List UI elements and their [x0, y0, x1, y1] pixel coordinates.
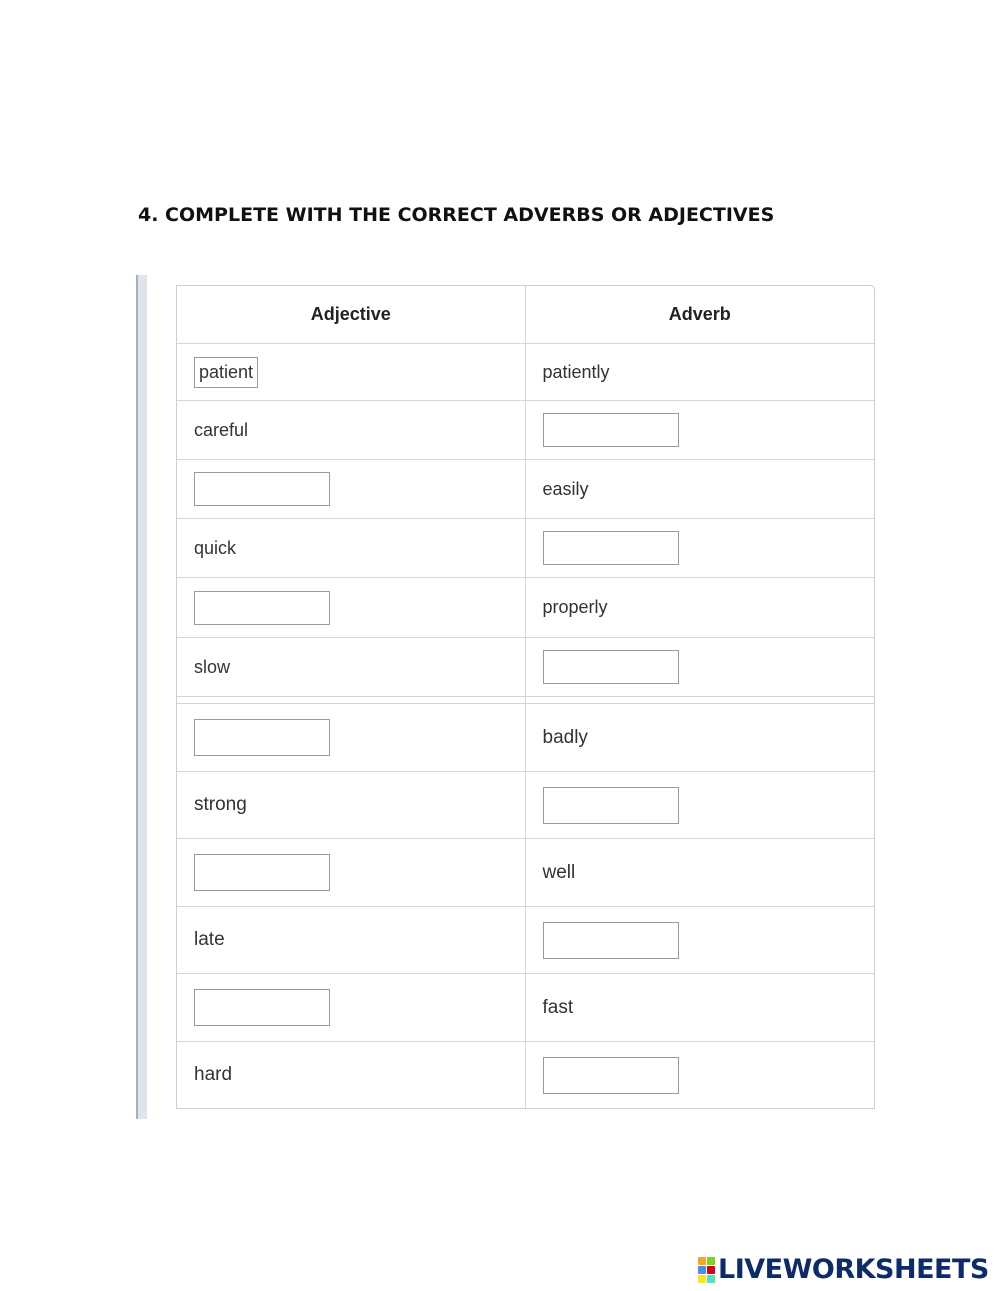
- adjective-answer-input[interactable]: [194, 989, 330, 1026]
- logo-block: [698, 1257, 706, 1265]
- table-header-row: [177, 286, 874, 343]
- table-row: [177, 518, 874, 577]
- adjective-word: quick: [194, 537, 237, 558]
- adverb-cell: [526, 578, 875, 637]
- adjective-cell: [177, 401, 526, 459]
- logo-block: [707, 1266, 715, 1274]
- worksheet-title: 4. COMPLETE WITH THE CORRECT ADVERBS OR ADJECTIVES: [138, 204, 775, 226]
- adjective-cell: [177, 974, 526, 1041]
- logo-block: [698, 1266, 706, 1274]
- adverb-word: easily: [542, 478, 589, 499]
- quote-bar: [136, 275, 147, 1119]
- adverb-cell: [526, 401, 875, 459]
- logo-block: [707, 1275, 715, 1283]
- adjective-answer-input[interactable]: [194, 719, 330, 756]
- logo-text: LIVEWORKSHEETS: [718, 1254, 989, 1285]
- table-row: [177, 459, 874, 518]
- adverb-answer-input[interactable]: [543, 650, 679, 684]
- adjective-cell: [177, 907, 526, 973]
- adverb-answer-input[interactable]: [543, 531, 679, 565]
- adverb-cell: [526, 772, 875, 838]
- adjective-cell: [177, 460, 526, 518]
- adverb-answer-input[interactable]: [543, 787, 679, 824]
- header-adverb: Adverb: [668, 304, 731, 324]
- adjective-word: hard: [194, 1064, 233, 1085]
- adverb-cell: [526, 1042, 875, 1108]
- table-row: [177, 771, 874, 838]
- logo-block: [707, 1257, 715, 1265]
- table-row: [177, 973, 874, 1041]
- liveworksheets-logo: [698, 1254, 989, 1285]
- adjective-cell: [177, 1042, 526, 1108]
- adjective-cell: [177, 839, 526, 906]
- adverb-cell: [526, 839, 875, 906]
- adverb-cell: [526, 974, 875, 1041]
- adverb-cell: [526, 519, 875, 577]
- table-row: [177, 838, 874, 906]
- table-row: [177, 906, 874, 973]
- table-row: [177, 343, 874, 400]
- adjective-adverb-table: [176, 285, 875, 1109]
- adjective-word: slow: [194, 656, 231, 677]
- adjective-answer-input[interactable]: [194, 854, 330, 891]
- adverb-word: properly: [542, 597, 608, 617]
- adverb-cell: [526, 460, 875, 518]
- adjective-answer-input[interactable]: [194, 591, 330, 625]
- table-row: [177, 577, 874, 637]
- logo-block: [698, 1275, 706, 1283]
- adjective-cell: [177, 344, 526, 400]
- adverb-cell: [526, 344, 875, 400]
- adjective-word: strong: [194, 794, 247, 815]
- table-row: [177, 400, 874, 459]
- table-row: [177, 1041, 874, 1108]
- adverb-word: well: [542, 861, 576, 883]
- header-adjective: Adjective: [177, 286, 526, 343]
- adjective-cell: [177, 519, 526, 577]
- table-row: [177, 703, 874, 771]
- prefilled-answer: patient: [194, 357, 258, 388]
- adverb-answer-input[interactable]: [543, 413, 679, 447]
- adverb-answer-input[interactable]: [543, 922, 679, 959]
- adverb-answer-input[interactable]: [543, 1057, 679, 1094]
- adjective-word: careful: [194, 419, 249, 440]
- adjective-cell: [177, 772, 526, 838]
- adverb-cell: [526, 638, 875, 696]
- adverb-word: fast: [542, 996, 574, 1018]
- adjective-word: late: [194, 929, 225, 950]
- adverb-cell: [526, 704, 875, 771]
- adjective-cell: [177, 578, 526, 637]
- adjective-answer-input[interactable]: [194, 472, 330, 506]
- adjective-cell: [177, 638, 526, 696]
- adverb-word: badly: [542, 726, 588, 748]
- table-divider: [177, 696, 874, 703]
- logo-blocks-icon: [698, 1257, 715, 1283]
- adverb-cell: [526, 907, 875, 973]
- adjective-cell: [177, 704, 526, 771]
- adverb-word: patiently: [542, 361, 610, 382]
- table-row: [177, 637, 874, 696]
